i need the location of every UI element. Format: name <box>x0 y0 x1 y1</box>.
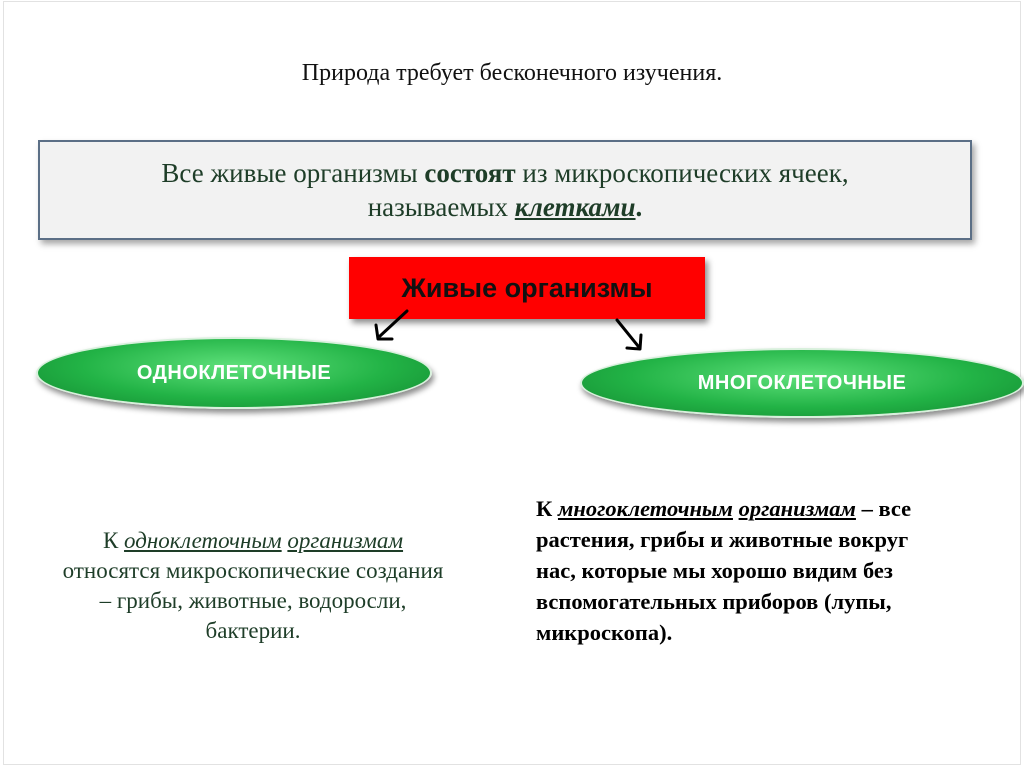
multicellular-desc-line-5: микроскопа). <box>536 620 673 645</box>
definition-emphasis: состоят <box>424 158 516 188</box>
unicellular-term-2: организмам <box>287 528 404 553</box>
definition-term: клетками <box>514 192 636 222</box>
unicellular-desc-line-3: – грибы, животные, водоросли, <box>99 588 407 613</box>
multicellular-desc-line-2: растения, грибы и животные вокруг <box>536 527 909 552</box>
unicellular-node <box>36 337 432 409</box>
definition-period: . <box>635 192 643 222</box>
unicellular-label: ОДНОКЛЕТОЧНЫЕ <box>136 361 332 384</box>
multicellular-term-1: многоклеточным <box>557 496 733 521</box>
multicellular-desc-line-1 <box>536 493 1016 524</box>
definition-text-before: Все живые организмы <box>161 158 425 188</box>
multicellular-node <box>580 348 1024 418</box>
multicellular-desc-k: К <box>536 496 558 521</box>
multicellular-term-2: организмам <box>738 496 856 521</box>
multicellular-desc-suffix: – все <box>855 496 912 521</box>
central-node-label: Живые организмы <box>401 272 653 303</box>
definition-line2-prefix: называемых <box>367 192 515 222</box>
multicellular-description <box>536 493 1016 648</box>
unicellular-term-1: одноклеточным <box>124 528 282 553</box>
slide-title: Природа требует бесконечного изучения. <box>301 60 723 86</box>
multicellular-desc-line-4: вспомогательных приборов (лупы, <box>536 589 892 614</box>
multicellular-label: МНОГОКЛЕТОЧНЫЕ <box>697 371 907 394</box>
unicellular-desc-line-4: бактерии. <box>205 618 301 643</box>
arrow-to-multicellular <box>617 320 638 346</box>
multicellular-desc-line-3: нас, которые мы хорошо видим без <box>536 558 893 583</box>
unicellular-desc-k: К <box>102 528 125 553</box>
definition-text-after: из микроскопических ячеек, <box>515 158 849 188</box>
arrow-to-unicellular <box>380 311 407 336</box>
unicellular-description <box>8 526 498 646</box>
unicellular-desc-line-2: относятся микроскопические создания <box>62 558 444 583</box>
unicellular-desc-line-1 <box>8 526 498 556</box>
